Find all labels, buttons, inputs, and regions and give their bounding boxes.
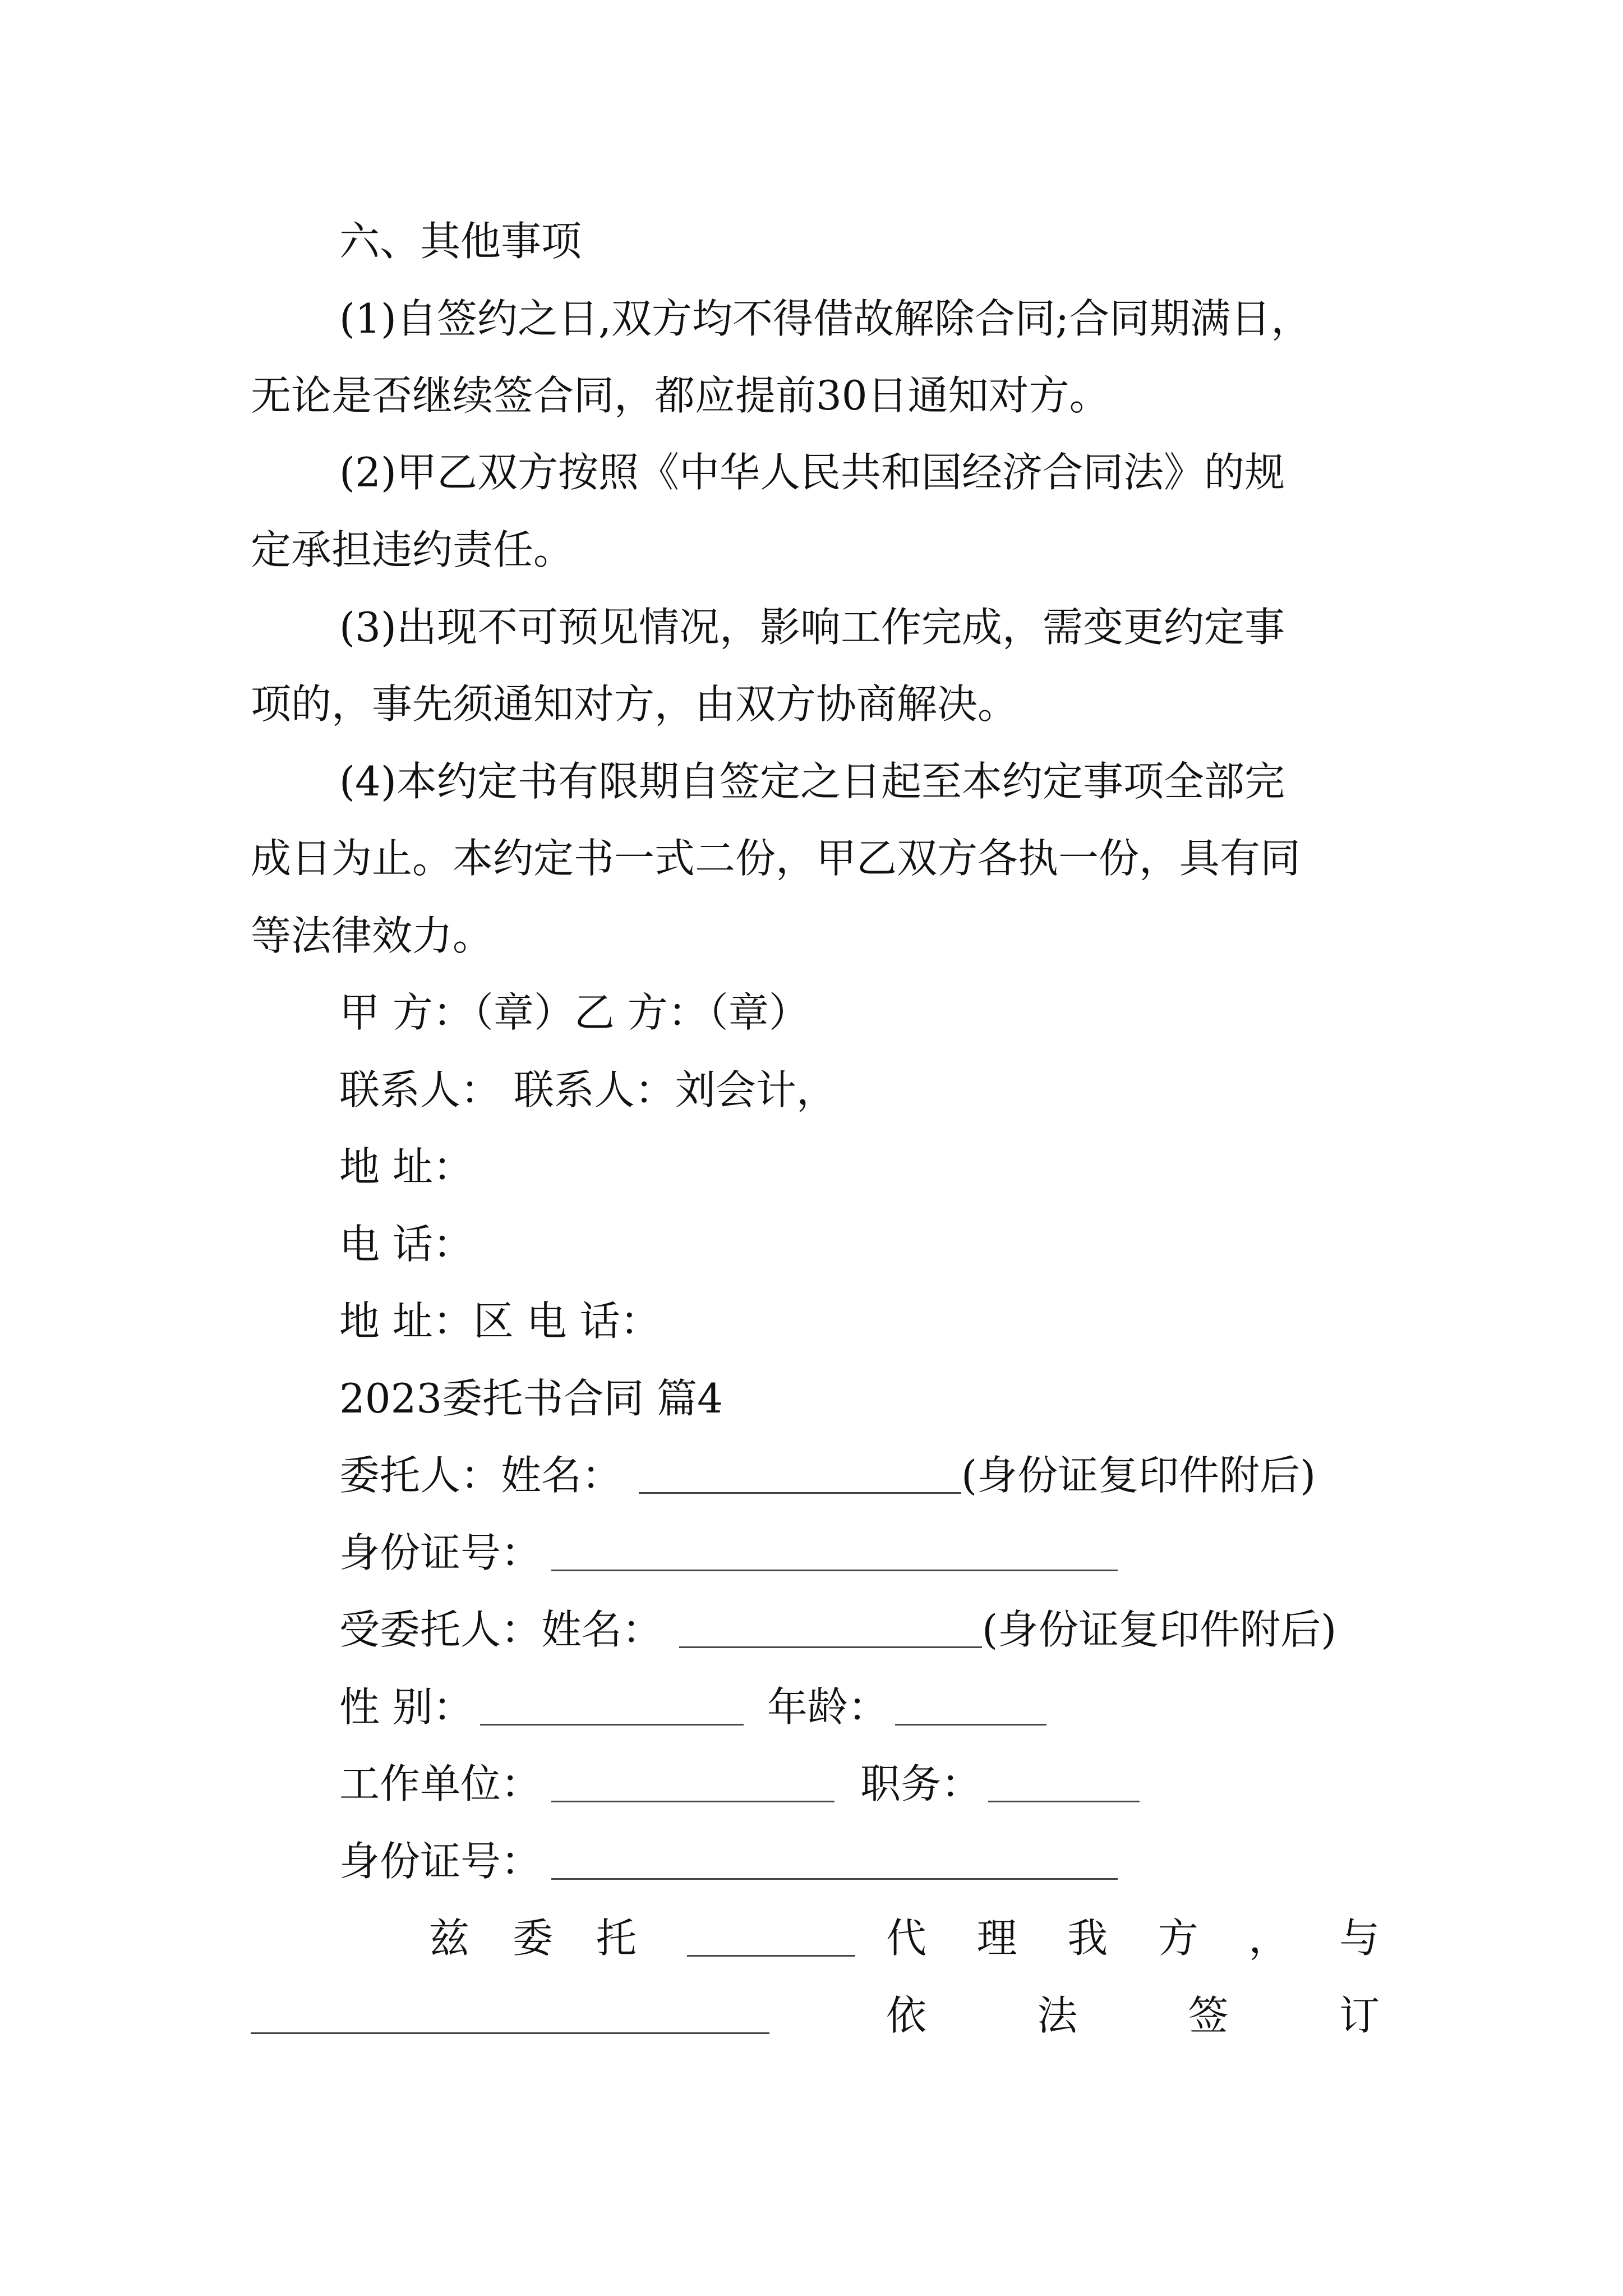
entrust-word: 兹	[429, 1915, 470, 1962]
sign-words	[886, 1987, 1380, 2044]
agent-name-blank[interactable]	[679, 1606, 982, 1648]
sign-word: 订	[1339, 1992, 1380, 2039]
gender-age-row	[339, 1679, 1046, 1735]
entrust-words	[429, 1910, 637, 1966]
agent-note: (身份证复印件附后)	[982, 1606, 1337, 1653]
item-2-line-2: 定承担违约责任。	[251, 526, 574, 573]
agent-id-blank[interactable]	[551, 1838, 1118, 1880]
entrust-agent-blank-wrap	[687, 1910, 855, 1966]
signature-contacts: 联系人： 联系人：刘会计，	[339, 1066, 837, 1114]
sign-word: 依	[886, 1992, 927, 2039]
agent-label: 受委托人：姓名：	[339, 1606, 663, 1653]
gender-label: 性 别：	[339, 1683, 473, 1731]
entrust-word: 托	[596, 1915, 637, 1962]
entrust-word: 委	[512, 1915, 553, 1962]
employer-label: 工作单位：	[339, 1760, 542, 1807]
item-2-line-1: (2)甲乙双方按照《中华人民共和国经济合同法》的规	[339, 449, 1285, 496]
represent-word: 我	[1067, 1915, 1108, 1962]
principal-id-label: 身份证号：	[339, 1529, 542, 1576]
item-1-line-2: 无论是否继续签合同，都应提前30日通知对方。	[251, 372, 1110, 419]
item-3-line-2: 项的，事先须通知对方，由双方协商解决。	[251, 680, 1018, 728]
signature-phone: 电 话：	[339, 1221, 473, 1268]
employer-blank[interactable]	[551, 1760, 834, 1802]
signature-address: 地 址：	[339, 1143, 473, 1190]
represent-word: 理	[976, 1915, 1017, 1962]
item-4-line-1: (4)本约定书有限期自签定之日起至本约定事项全部完	[339, 758, 1285, 805]
signature-parties: 甲 方：（章）乙 方：（章）	[339, 989, 809, 1036]
represent-word: 方	[1158, 1915, 1198, 1962]
counterparty-blank-wrap	[251, 1987, 769, 2044]
sign-word: 签	[1188, 1992, 1229, 2039]
gender-blank[interactable]	[480, 1683, 744, 1726]
agent-id-row	[339, 1833, 1118, 1889]
position-label: 职务：	[860, 1760, 982, 1807]
principal-label: 委托人：姓名：	[339, 1452, 623, 1499]
item-1-line-1: (1)自签约之日,双方均不得借故解除合同;合同期满日，	[339, 295, 1312, 342]
represent-word: ，	[1248, 1915, 1289, 1962]
agent-id-label: 身份证号：	[339, 1838, 542, 1885]
represent-word: 与	[1339, 1915, 1380, 1962]
age-label: 年龄：	[767, 1683, 888, 1731]
item-4-line-2: 成日为止。本约定书一式二份，甲乙双方各执一份，具有同	[251, 835, 1301, 882]
position-blank[interactable]	[988, 1760, 1140, 1802]
principal-name-blank[interactable]	[639, 1452, 961, 1494]
section-heading: 六、其他事项	[339, 218, 582, 265]
employer-position-row	[339, 1756, 1140, 1812]
sign-word: 法	[1037, 1992, 1078, 2039]
principal-name-row	[339, 1447, 1316, 1503]
principal-id-row	[339, 1525, 1118, 1581]
signature-address-phone: 地 址：区 电 话：	[339, 1297, 661, 1345]
principal-note: (身份证复印件附后)	[961, 1452, 1316, 1499]
item-3-line-1: (3)出现不可预见情况，影响工作完成，需变更约定事	[339, 604, 1285, 651]
entrust-agent-blank[interactable]	[687, 1915, 855, 1957]
section-title: 2023委托书合同 篇4	[339, 1375, 723, 1422]
item-4-line-3: 等法律效力。	[251, 912, 494, 959]
represent-word: 代	[886, 1915, 927, 1962]
agent-name-row	[339, 1602, 1336, 1658]
represent-words	[886, 1910, 1380, 1966]
principal-id-blank[interactable]	[551, 1529, 1118, 1571]
age-blank[interactable]	[895, 1683, 1046, 1726]
counterparty-blank[interactable]	[251, 1992, 769, 2034]
